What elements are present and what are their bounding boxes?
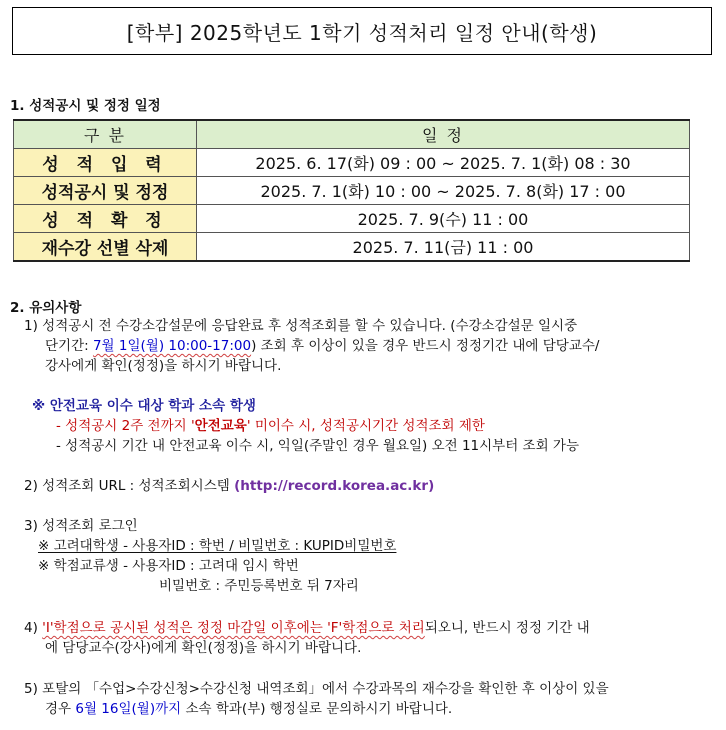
notice-5-line2-end: 소속 학과(부) 행정실로 문의하시기 바랍니다. xyxy=(181,701,453,717)
section1-heading: 1. 성적공시 및 정정 일정 xyxy=(10,98,161,114)
section2-heading: 2. 유의사항 xyxy=(10,300,82,316)
notice-5-line2-start: 경우 xyxy=(45,701,76,717)
notice-1-line1: 1) 성적공시 전 수강소감설문에 응답완료 후 성적조회를 할 수 있습니다. (수강소감설문 일시중 xyxy=(24,318,578,334)
page-title: [학부] 2025학년도 1학기 성적처리 일정 안내(학생) xyxy=(12,7,712,55)
notice-5-line2 xyxy=(45,699,452,719)
row-value: 2025. 7. 1(화) 10 : 00 ~ 2025. 7. 8(화) 17 : 00 xyxy=(197,177,690,205)
row-label: 성적공시 및 정정 xyxy=(14,177,197,205)
row-value: 2025. 6. 17(화) 09 : 00 ~ 2025. 7. 1(화) 08 : 30 xyxy=(197,149,690,177)
safety-bullet1-end: ' 미이수 시, 성적공시기간 성적조회 제한 xyxy=(246,418,485,434)
notice-1-suspension-period: 7월 1일(월) 10:00-17:00 xyxy=(92,338,252,354)
notice-1-line2-label: 단기간: xyxy=(45,338,93,354)
table-row xyxy=(14,233,690,262)
row-label: 성 적 확 정 xyxy=(14,205,197,233)
notice-4-prefix: 4) xyxy=(24,620,43,636)
safety-notice-title: ※ 안전교육 이수 대상 학과 소속 학생 xyxy=(32,398,256,414)
schedule-table xyxy=(13,119,690,262)
notice-5-deadline: 6월 16일(월)까지 xyxy=(75,701,182,717)
row-value: 2025. 7. 11(금) 11 : 00 xyxy=(197,233,690,262)
safety-bullet1-start: - 성적공시 2주 전까지 ' xyxy=(56,418,195,434)
row-value: 2025. 7. 9(수) 11 : 00 xyxy=(197,205,690,233)
notice-2-text: 2) 성적조회 URL : 성적조회시스템 xyxy=(24,478,235,494)
notice-3-exchange-password: 비밀번호 : 주민등록번호 뒤 7자리 xyxy=(159,578,359,594)
notice-3-exchange-student: ※ 학점교류생 - 사용자ID : 고려대 임시 학번 xyxy=(38,558,299,574)
notice-5-line1: 5) 포탈의 「수업>수강신청>수강신청 내역조회」에서 수강과목의 재수강을 확인한 후 이상이 있을 xyxy=(24,681,609,697)
notice-4-line2: 에 담당교수(강사)에게 확인(정정)을 하시기 바랍니다. xyxy=(45,640,362,656)
notice-3-heading: 3) 성적조회 로그인 xyxy=(24,518,138,534)
notice-2 xyxy=(24,476,434,496)
table-row xyxy=(14,205,690,233)
notice-4-warning: 'I'학점으로 공시된 성적은 정정 마감일 이후에는 'F'학점으로 처리 xyxy=(42,620,425,636)
row-label: 재수강 선별 삭제 xyxy=(14,233,197,262)
schedule-header-row xyxy=(14,120,690,149)
safety-bullet1-highlight: 안전교육 xyxy=(194,418,247,434)
row-label: 성 적 입 력 xyxy=(14,149,197,177)
table-row xyxy=(14,177,690,205)
notice-1-line3: 강사에게 확인(정정)을 하시기 바랍니다. xyxy=(45,358,282,374)
safety-notice-bullet1 xyxy=(56,416,485,436)
notice-1-line2 xyxy=(45,336,599,356)
column-header-category: 구 분 xyxy=(14,120,197,149)
notice-3-korea-student: ※ 고려대학생 - 사용자ID : 학번 / 비밀번호 : KUPID비밀번호 xyxy=(38,538,397,554)
notice-4-rest: 되오니, 반드시 정정 기간 내 xyxy=(424,620,590,636)
safety-notice-bullet2: - 성적공시 기간 내 안전교육 이수 시, 익일(주말인 경우 월요일) 오전 11시부터 조회 가능 xyxy=(56,438,580,454)
table-row xyxy=(14,149,690,177)
column-header-schedule: 일 정 xyxy=(197,120,690,149)
record-url-link[interactable]: (http://record.korea.ac.kr) xyxy=(234,478,435,494)
notice-4-line1 xyxy=(24,618,590,638)
notice-1-line2-rest: ) 조회 후 이상이 있을 경우 반드시 정정기간 내에 담당교수/ xyxy=(251,338,600,354)
